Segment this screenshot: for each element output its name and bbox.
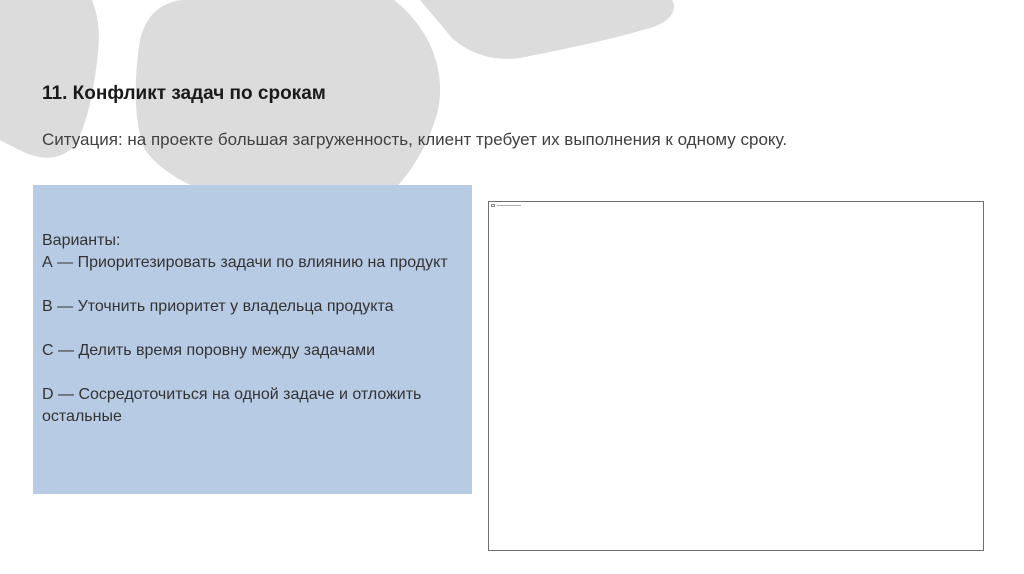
option-d: D — Сосредоточиться на одной задаче и отложить остальные: [42, 386, 422, 425]
broken-image-caption: [497, 205, 521, 206]
option-b: В — Уточнить приоритет у владельца продукта: [42, 298, 394, 315]
image-placeholder: [488, 201, 984, 551]
background-shape-right: [420, 0, 674, 59]
options-panel: [33, 185, 472, 494]
situation-text: Ситуация: на проекте большая загруженность, клиент требует их выполнения к одному сроку.: [42, 130, 788, 149]
option-c: С — Делить время поровну между задачами: [42, 342, 376, 359]
broken-image-icon: [491, 204, 495, 207]
slide-title: 11. Конфликт задач по срокам: [42, 83, 326, 104]
options-heading: Варианты:: [42, 232, 121, 249]
option-a: А — Приоритезировать задачи по влиянию на продукт: [42, 254, 448, 271]
